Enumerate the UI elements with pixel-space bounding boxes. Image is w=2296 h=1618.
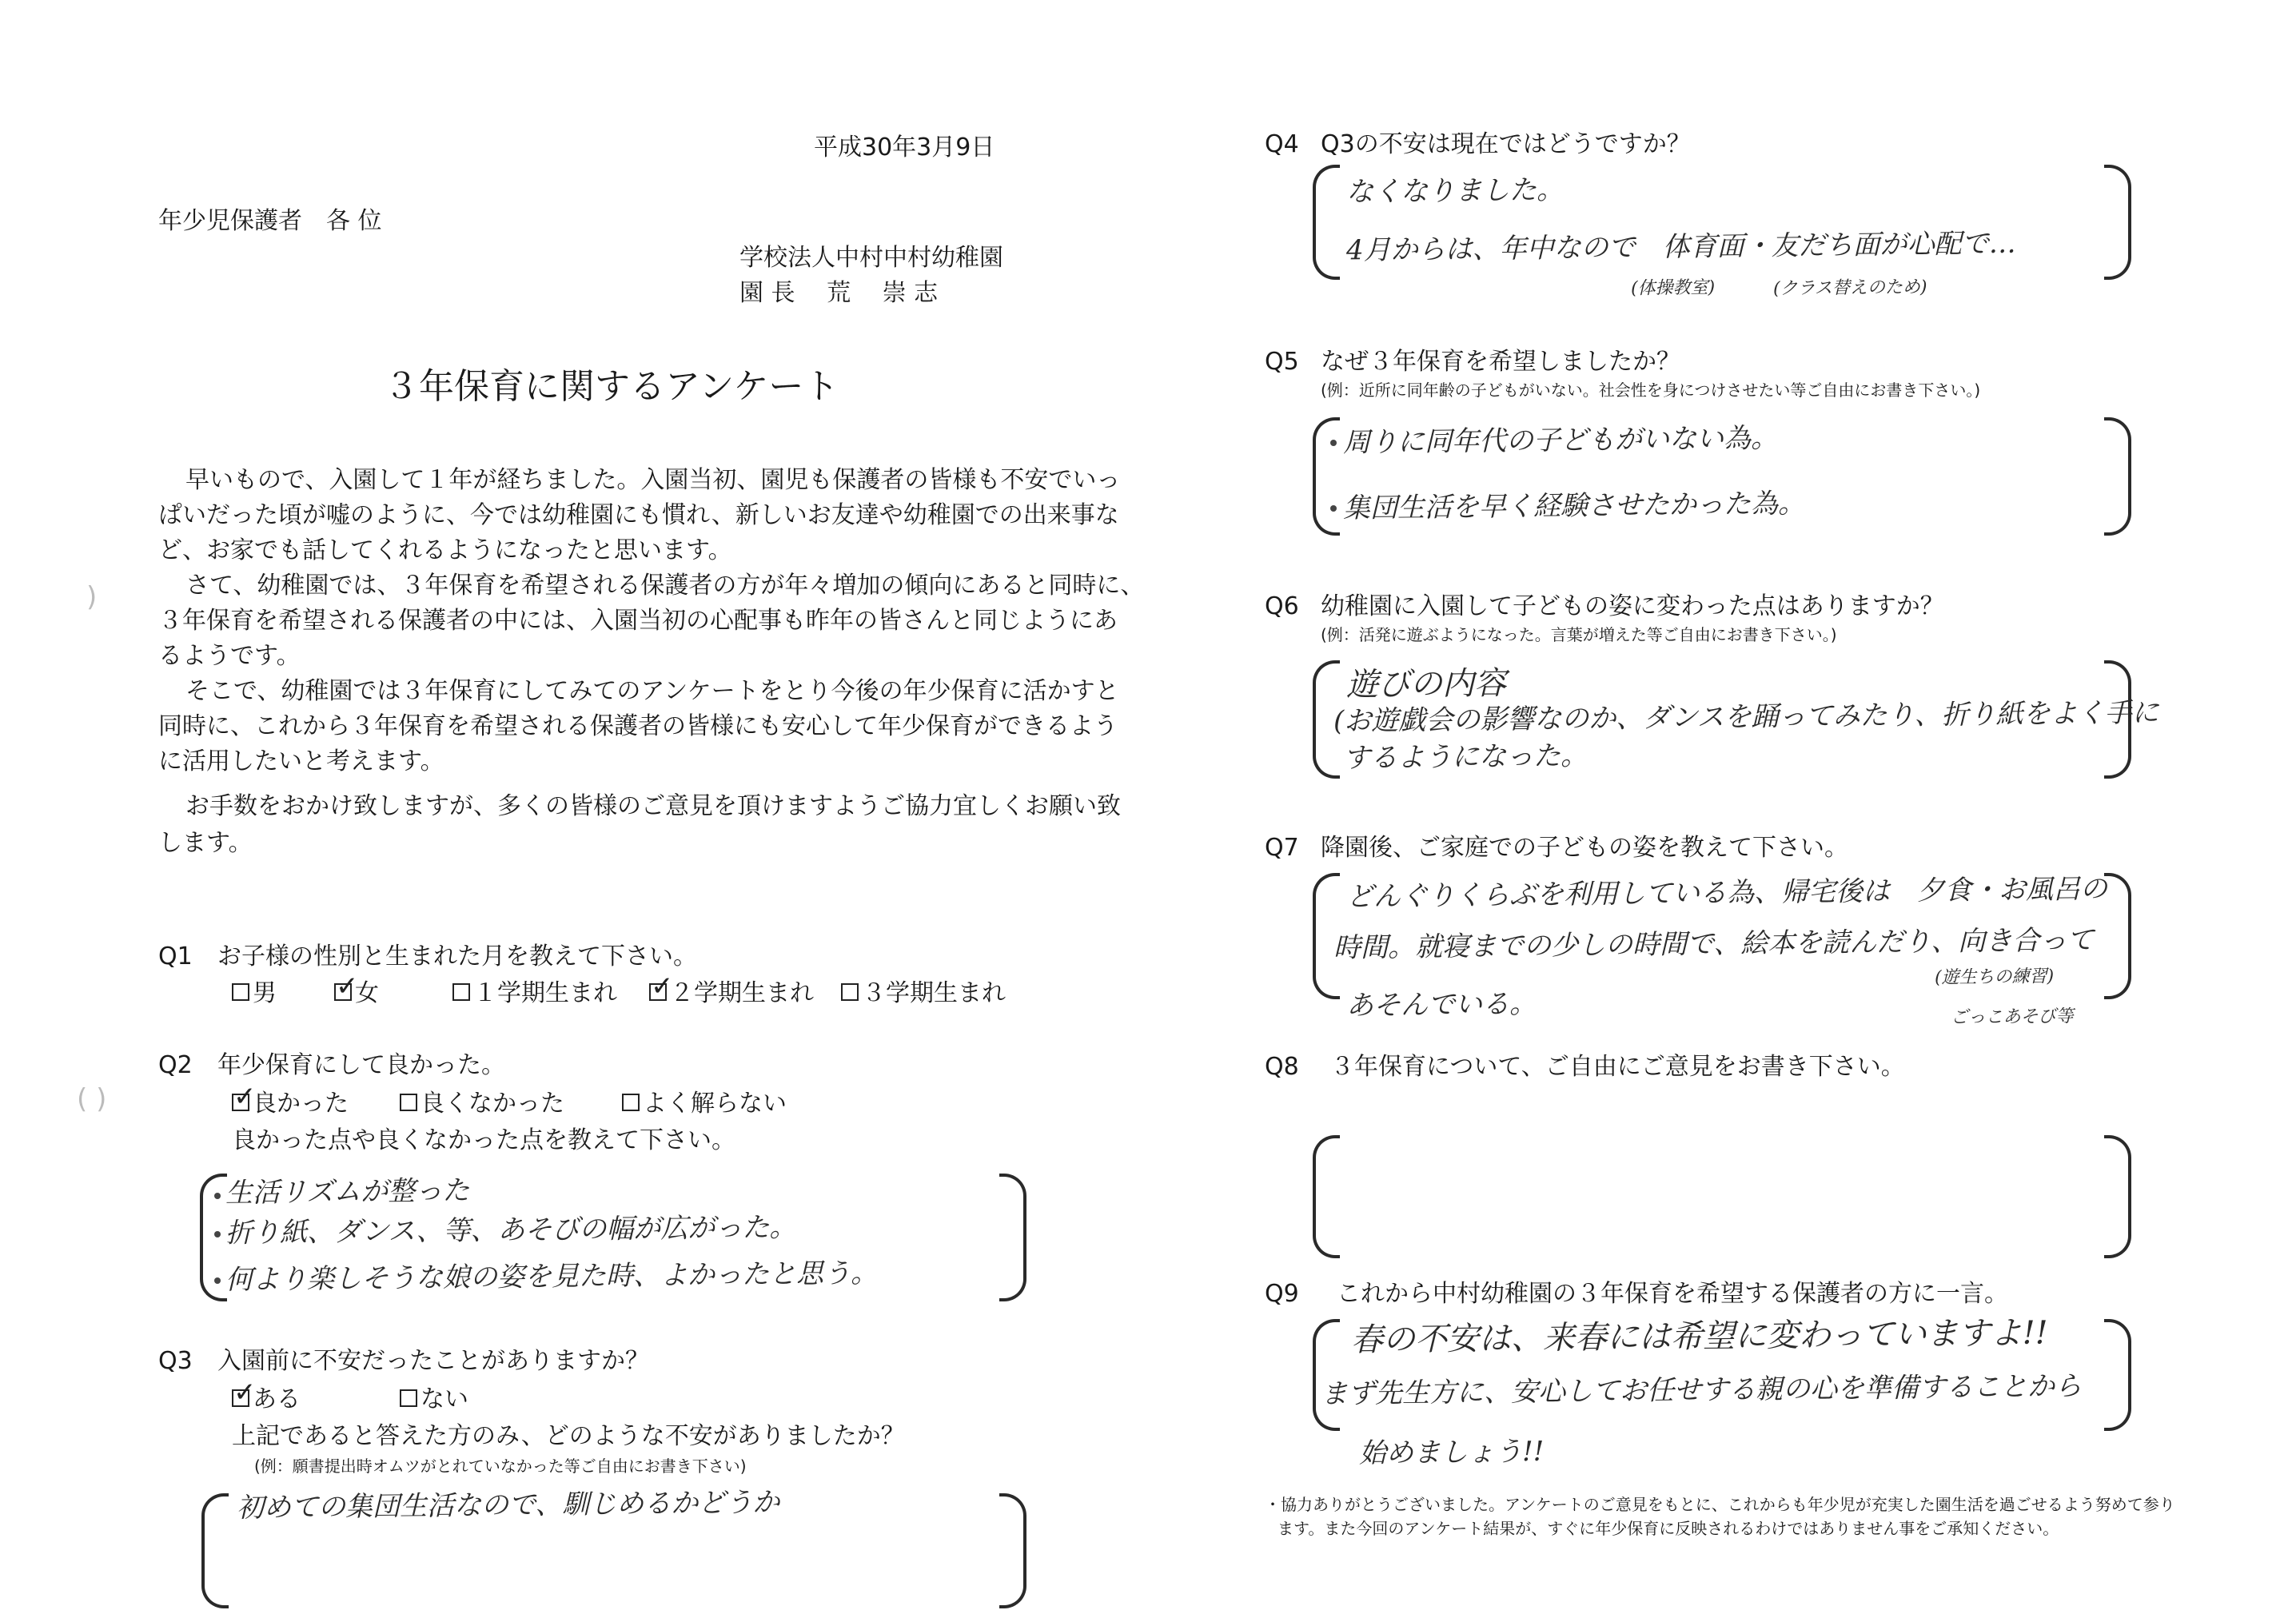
q1-option: 男 — [253, 979, 277, 1007]
q2-number: Q2 — [158, 1051, 193, 1079]
bullet-dot — [214, 1231, 221, 1237]
footer-note-line: ・協力ありがとうございました。アンケートのご意見をもとに、これからも年少児が充実した園生活を過ごせるよう努めて参り — [1265, 1495, 2175, 1514]
q3-answer-line: 初めての集団生活なので、馴じめるかどうか — [236, 1486, 780, 1524]
q3-option: ない — [421, 1385, 468, 1413]
answer-bracket-right — [999, 1493, 1026, 1608]
q5-number: Q5 — [1265, 348, 1299, 376]
q5-answer-line: 周りに同年代の子どもがいない為。 — [1342, 422, 1779, 459]
answer-bracket-right — [2104, 417, 2131, 536]
answer-bracket-left — [1313, 165, 1340, 280]
q9-answer-line: 春の不安は、来春には希望に変わっていますよ!! — [1350, 1314, 2048, 1359]
addressee: 年少児保護者 各 位 — [158, 207, 382, 235]
scan-mark: ( ) — [77, 1083, 107, 1115]
q2-checkbox-unsure[interactable] — [622, 1094, 640, 1111]
q9-number: Q9 — [1265, 1280, 1299, 1308]
footer-note-line: ます。また今回のアンケート結果が、すぐに年少保育に反映されるわけではありません事をご承知ください。 — [1278, 1519, 2059, 1538]
q9-text: これから中村幼稚園の３年保育を希望する保護者の方に一言。 — [1337, 1280, 2008, 1308]
q2-answer-line: 生活リズムが整った — [225, 1174, 470, 1210]
answer-bracket-left — [1313, 1135, 1340, 1258]
q5-text: なぜ３年保育を希望しましたか？ — [1321, 348, 1680, 376]
check-mark-icon: ✓ — [336, 970, 359, 1002]
q6-number: Q6 — [1265, 592, 1299, 620]
q3-subquestion: 上記であると答えた方のみ、どのような不安がありましたか？ — [232, 1422, 905, 1450]
intro-line: します。 — [158, 829, 253, 857]
intro-line: さて、幼稚園では、３年保育を希望される保護者の方が年々増加の傾向にあると同時に、 — [185, 572, 1145, 600]
q9-answer-line: 始めましょう!! — [1358, 1435, 1545, 1470]
q2-text: 年少保育にして良かった。 — [217, 1051, 505, 1079]
q3-checkbox-no[interactable] — [400, 1389, 417, 1407]
q1-text: お子様の性別と生まれた月を教えて下さい。 — [217, 943, 697, 970]
intro-line: お手数をおかけ致しますが、多くの皆様のご意見を頂けますようご協力宜しくお願い致 — [185, 792, 1121, 820]
q5-example: (例：近所に同年齢の子どもがいない。社会性を身につけさせたい等ご自由にお書き下さい。) — [1321, 381, 1981, 400]
q2-option: よく解らない — [643, 1090, 787, 1118]
bullet-dot — [1330, 505, 1337, 512]
q1-option: １学期生まれ — [473, 979, 617, 1007]
intro-line: ３年保育を希望される保護者の中には、入園当初の心配事も昨年の皆さんと同じようにあ — [158, 607, 1118, 635]
check-mark-icon: ✓ — [233, 1377, 257, 1409]
answer-bracket-right — [2104, 873, 2131, 999]
q2-option: 良かった — [253, 1090, 349, 1118]
q1-checkbox-term3[interactable] — [841, 983, 859, 1001]
q7-answer-line: あそんでいる。 — [1345, 987, 1537, 1022]
q4-number: Q4 — [1265, 130, 1299, 158]
q2-answer-line: 折り紙、ダンス、等、あそびの幅が広がった。 — [225, 1211, 797, 1249]
q6-text: 幼稚園に入園して子どもの姿に変わった点はありますか？ — [1321, 592, 1944, 620]
date: 平成30年3月9日 — [814, 134, 995, 161]
q7-number: Q7 — [1265, 834, 1299, 862]
q6-answer-line: するようになった。 — [1342, 739, 1588, 775]
check-mark-icon: ✓ — [651, 970, 674, 1002]
q6-answer-line: 遊びの内容 — [1345, 664, 1507, 704]
answer-bracket-right — [999, 1174, 1026, 1301]
intro-line: 早いもので、入園して１年が経ちました。入園当初、園児も保護者の皆様も不安でいっ — [185, 466, 1121, 494]
bullet-dot — [1330, 440, 1337, 446]
q9-answer-line: まず先生方に、安心してお任せする親の心を準備することから — [1320, 1370, 2083, 1410]
school-name: 学校法人中村中村幼稚園 — [739, 244, 1003, 272]
answer-bracket-left — [1313, 417, 1340, 536]
q7-answer-line: 時間。就寝までの少しの時間で、絵本を読んだり、向き合って — [1333, 924, 2095, 964]
q2-answer-line: 何より楽しそうな娘の姿を見た時、よかったと思う。 — [225, 1257, 879, 1297]
intro-line: に活用したいと考えます。 — [158, 747, 444, 775]
q7-answer-line: どんぐりくらぶを利用している為、帰宅後は 夕食・お風呂の — [1345, 873, 2108, 913]
bullet-dot — [214, 1193, 221, 1199]
q2-subquestion: 良かった点や良くなかった点を教えて下さい。 — [232, 1126, 735, 1154]
q4-text: Q3の不安は現在ではどうですか？ — [1321, 130, 1691, 158]
q3-number: Q3 — [158, 1347, 193, 1375]
answer-bracket-left — [200, 1174, 227, 1301]
intro-line: ぱいだった頃が嘘のように、今では幼稚園にも慣れ、新しいお友達や幼稚園での出来事な — [158, 501, 1119, 529]
answer-bracket-right — [2104, 1319, 2131, 1431]
q1-option: ３学期生まれ — [862, 979, 1006, 1007]
q6-answer-line: (お遊戯会の影響なのか、ダンスを踊ってみたり、折り紙をよく手に — [1333, 696, 2159, 738]
intro-line: るようです。 — [158, 642, 301, 670]
q7-note: (遊生ちの練習) — [1934, 966, 2055, 988]
q1-option: 女 — [355, 979, 379, 1007]
q2-option: 良くなかった — [421, 1090, 564, 1118]
q1-checkbox-male[interactable] — [232, 983, 249, 1001]
q4-answer-line: なくなりました。 — [1345, 173, 1565, 209]
q4-answer-line: 4月からは、年中なので 体育面・友だち面が心配で… — [1345, 227, 2016, 267]
q4-note: (体操教室) — [1630, 277, 1716, 299]
q8-text: ３年保育について、ご自由にご意見をお書き下さい。 — [1330, 1053, 1905, 1081]
q5-answer-line: 集団生活を早く経験させたかった為。 — [1342, 487, 1806, 525]
q3-example: (例：願書提出時オムツがとれていなかった等ご自由にお書き下さい) — [254, 1457, 747, 1476]
answer-bracket-right — [2104, 165, 2131, 280]
intro-line: ど、お家でも話してくれるようになったと思います。 — [158, 536, 732, 564]
q7-text: 降園後、ご家庭での子どもの姿を教えて下さい。 — [1321, 834, 1848, 862]
principal: 園 長 荒 崇 志 — [739, 279, 939, 307]
intro-line: 同時に、これから３年保育を希望される保護者の皆様にも安心して年少保育ができるよう — [158, 712, 1118, 740]
q1-option: ２学期生まれ — [670, 979, 814, 1007]
answer-bracket-right — [2104, 1135, 2131, 1258]
check-mark-icon: ✓ — [233, 1081, 257, 1113]
survey-title: ３年保育に関するアンケート — [384, 366, 839, 407]
scan-mark: ) — [86, 581, 98, 613]
q7-note: ごっこあそび等 — [1950, 1006, 2074, 1028]
q8-number: Q8 — [1265, 1053, 1299, 1081]
q1-checkbox-term1[interactable] — [452, 983, 470, 1001]
bullet-dot — [214, 1277, 221, 1284]
q2-checkbox-bad[interactable] — [400, 1094, 417, 1111]
q4-note: (クラス替えのため) — [1772, 277, 1927, 300]
q3-option: ある — [253, 1385, 301, 1413]
q6-example: (例：活発に遊ぶようになった。言葉が増えた等ご自由にお書き下さい。) — [1321, 625, 1837, 644]
intro-line: そこで、幼稚園では３年保育にしてみてのアンケートをとり今後の年少保育に活かすと — [185, 677, 1119, 705]
answer-bracket-left — [201, 1493, 229, 1608]
q3-text: 入園前に不安だったことがありますか？ — [217, 1347, 649, 1375]
q1-number: Q1 — [158, 943, 193, 970]
answer-bracket-left — [1313, 1319, 1340, 1431]
